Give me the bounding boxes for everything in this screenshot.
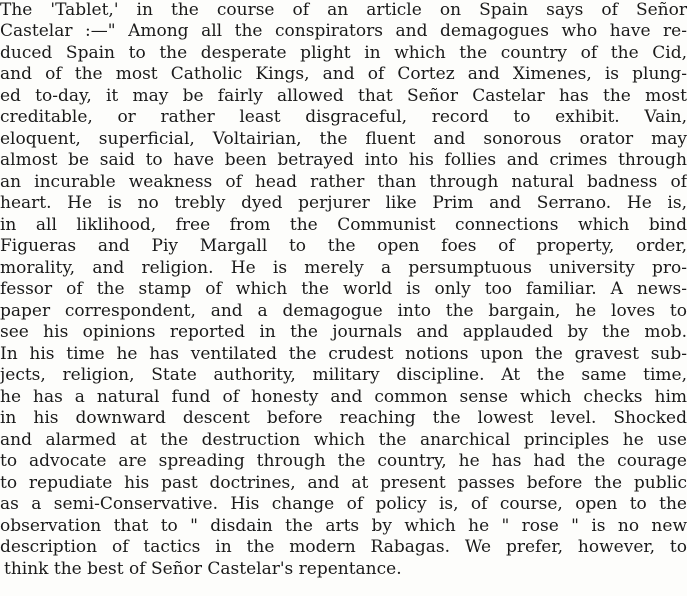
article-line-13: morality, and religion. He is merely a persumptuous university pro- [0,258,687,278]
article-line-6: creditable, or rather least disgraceful, record to exhibit. Vain, [0,107,687,127]
article-line-9: an incurable weakness of head rather than through natural badness of [0,172,687,192]
article-line-18: jects, religion, State authority, military discipline. At the same time, [0,365,687,385]
article-line-25: observation that to " disdain the arts by which he " rose " is no new [0,516,687,536]
article-line-26: description of tactics in the modern Rabagas. We prefer, however, to [0,537,687,557]
article-line-7: eloquent, superficial, Voltairian, the fluent and sonorous orator may [0,129,687,149]
article-line-4: and of the most Catholic Kings, and of Cortez and Ximenes, is plung- [0,64,687,84]
article-line-20: in his downward descent before reaching the lowest level. Shocked [0,408,687,428]
article-line-14: fessor of the stamp of which the world is only too familiar. A news- [0,279,687,299]
article-line-17: In his time he has ventilated the crudest notions upon the gravest sub- [0,344,687,364]
article-line-11: in all liklihood, free from the Communist connections which bind [0,215,687,235]
article-line-10: heart. He is no trebly dyed perjurer like Prim and Serrano. He is, [0,193,687,213]
article-line-16: see his opinions reported in the journals and applauded by the mob. [0,322,687,342]
article-line-22: to advocate are spreading through the country, he has had the courage [0,451,687,471]
article-line-24: as a semi-Conservative. His change of policy is, of course, open to the [0,494,687,514]
article-line-23: to repudiate his past doctrines, and at present passes before the public [0,473,687,493]
article-line-12: Figueras and Piy Margall to the open foes of property, order, [0,236,687,256]
article-line-21: and alarmed at the destruction which the anarchical principles he use [0,430,687,450]
article-line-15: paper correspondent, and a demagogue into the bargain, he loves to [0,301,687,321]
article-line-5: ed to-day, it may be fairly allowed that Señor Castelar has the most [0,86,687,106]
article-line-27: think the best of Señor Castelar's repentance. [4,559,402,579]
article-line-19: he has a natural fund of honesty and common sense which checks him [0,387,687,407]
article-line-1: The 'Tablet,' in the course of an article on Spain says of Señor [0,0,687,20]
article-line-8: almost be said to have been betrayed into his follies and crimes through [0,150,687,170]
article-line-2: Castelar :—" Among all the conspirators and demagogues who have re- [0,21,687,41]
article-line-3: duced Spain to the desperate plight in which the country of the Cid, [0,43,687,63]
